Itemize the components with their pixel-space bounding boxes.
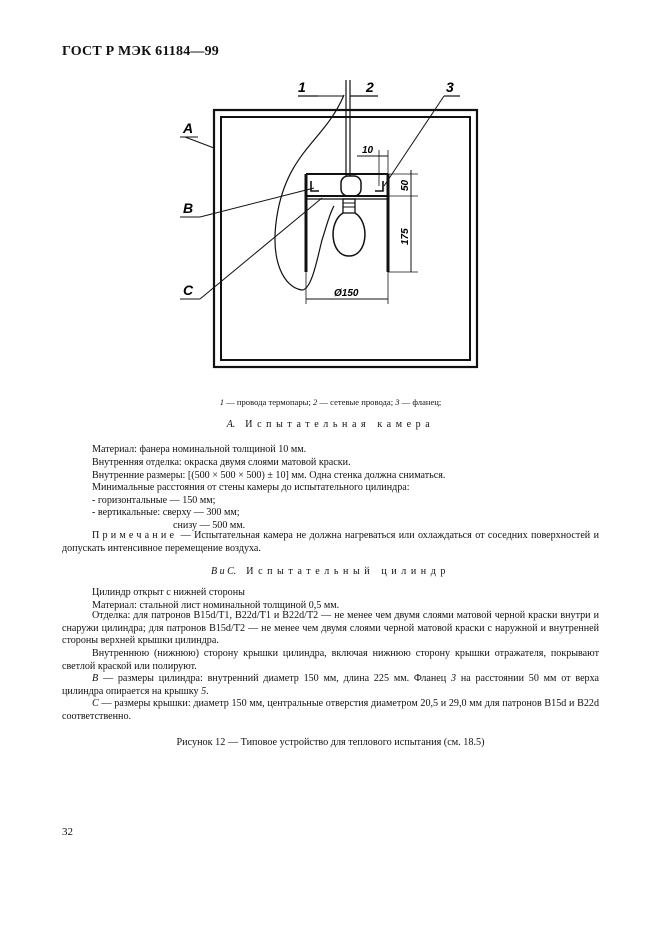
section-bc-p4 [62,648,599,673]
section-bc-p3 [62,610,599,648]
section-a-heading: Испытательная камера [245,419,435,430]
thermocouple-wire [275,95,344,290]
section-a-line-7: снизу — 500 мм. [173,520,246,531]
legend-num-1: 1 [219,397,225,407]
callout-A: A [183,120,194,136]
legend-num-3: 3 [395,397,400,407]
p5-num: 3 [450,673,457,684]
page-number: 32 [62,826,73,838]
legend-num-2: 2 [312,397,318,407]
section-bc-label: B и C. [210,566,237,577]
callout-C: C [183,282,194,298]
lamp-bulb [333,176,365,256]
section-a-title [0,419,661,430]
section-a-note [62,530,599,555]
section-a-label: A. [226,419,236,430]
section-bc-p6 [62,698,599,723]
diagram-legend [0,397,661,407]
document-header: ГОСТ Р МЭК 61184—99 [62,44,220,59]
p6-label: C [92,698,99,709]
dimension-175: 175 [400,228,411,245]
callout-3: 3 [446,79,454,95]
dimension-50: 50 [400,179,411,191]
p5-label: B [92,673,99,684]
p5-num2: 5 [201,685,207,697]
dimension-10: 10 [362,145,374,156]
section-a-line-4: Минимальные расстояния от стены камеры до испытательного цилиндра: [92,482,410,493]
test-device-diagram [0,0,661,400]
dimension-diameter: Ø150 [334,288,359,299]
legend-text-3: — фланец; [399,397,442,407]
p5-text-b: на расстоянии 50 мм от верха цилиндра опирается на крышку [62,673,599,697]
p6-text: — размеры крышки: диаметр 150 мм, центральные отверстия диаметром 20,5 и 29,0 мм для патронов B15d и B22d соответственно. [62,698,599,722]
section-a-line-1: Материал: фанера номинальной толщиной 10 мм. [92,444,307,455]
section-bc-p2: Материал: стальной лист номинальной толщиной 0,5 мм. [92,600,340,611]
section-bc-p3-text: Отделка: для патронов B15d/T1, B22d/T1 и B22d/T2 — не менее чем двумя слоями матовой черной краски внутри и снаружи цилиндра; для патронов B15d/T2 — не менее чем двумя слоями черной матовой краски с наружной и внутренней стороны верхней крышки цилиндра. [62,610,599,647]
section-a-line-2: Внутренняя отделка: окраска двумя слоями матовой краски. [92,457,351,468]
section-a-line-3: Внутренние размеры: [(500 × 500 × 500) ± 10] мм. Одна стенка должна сниматься. [92,470,446,481]
legend-text-1: — провода термопары; [224,397,313,407]
section-a-line-5: - горизонтальные — 150 мм; [92,495,216,506]
section-bc-title [0,566,661,577]
legend-text-2: — сетевые провода; [317,397,396,407]
section-a-line-6: - вертикальные: сверху — 300 мм; [92,507,240,518]
callout-2: 2 [366,79,374,95]
p5-text-c: . [206,685,209,697]
section-bc-p1: Цилиндр открыт с нижней стороны [92,587,245,598]
note-label: Примечание [92,530,178,541]
note-text: — Испытательная камера не должна нагреваться или охлаждаться от соседних поверхностей и допускать интенсивное перемещение воздуха. [62,530,599,554]
section-bc-heading: Испытательный цилиндр [246,566,451,577]
callout-1: 1 [298,79,306,95]
p5-text-a: — размеры цилиндра: внутренний диаметр 150 мм, длина 225 мм. Фланец [98,673,451,684]
section-bc-p5 [62,673,599,698]
figure-caption: Рисунок 12 — Типовое устройство для теплового испытания (см. 18.5) [176,737,485,748]
section-bc-p4-text: Внутреннюю (нижнюю) сторону крышки цилиндра, включая нижнюю сторону крышки отражателя, покрывают светлой краской или полируют. [62,648,599,672]
callout-B: B [183,200,194,216]
